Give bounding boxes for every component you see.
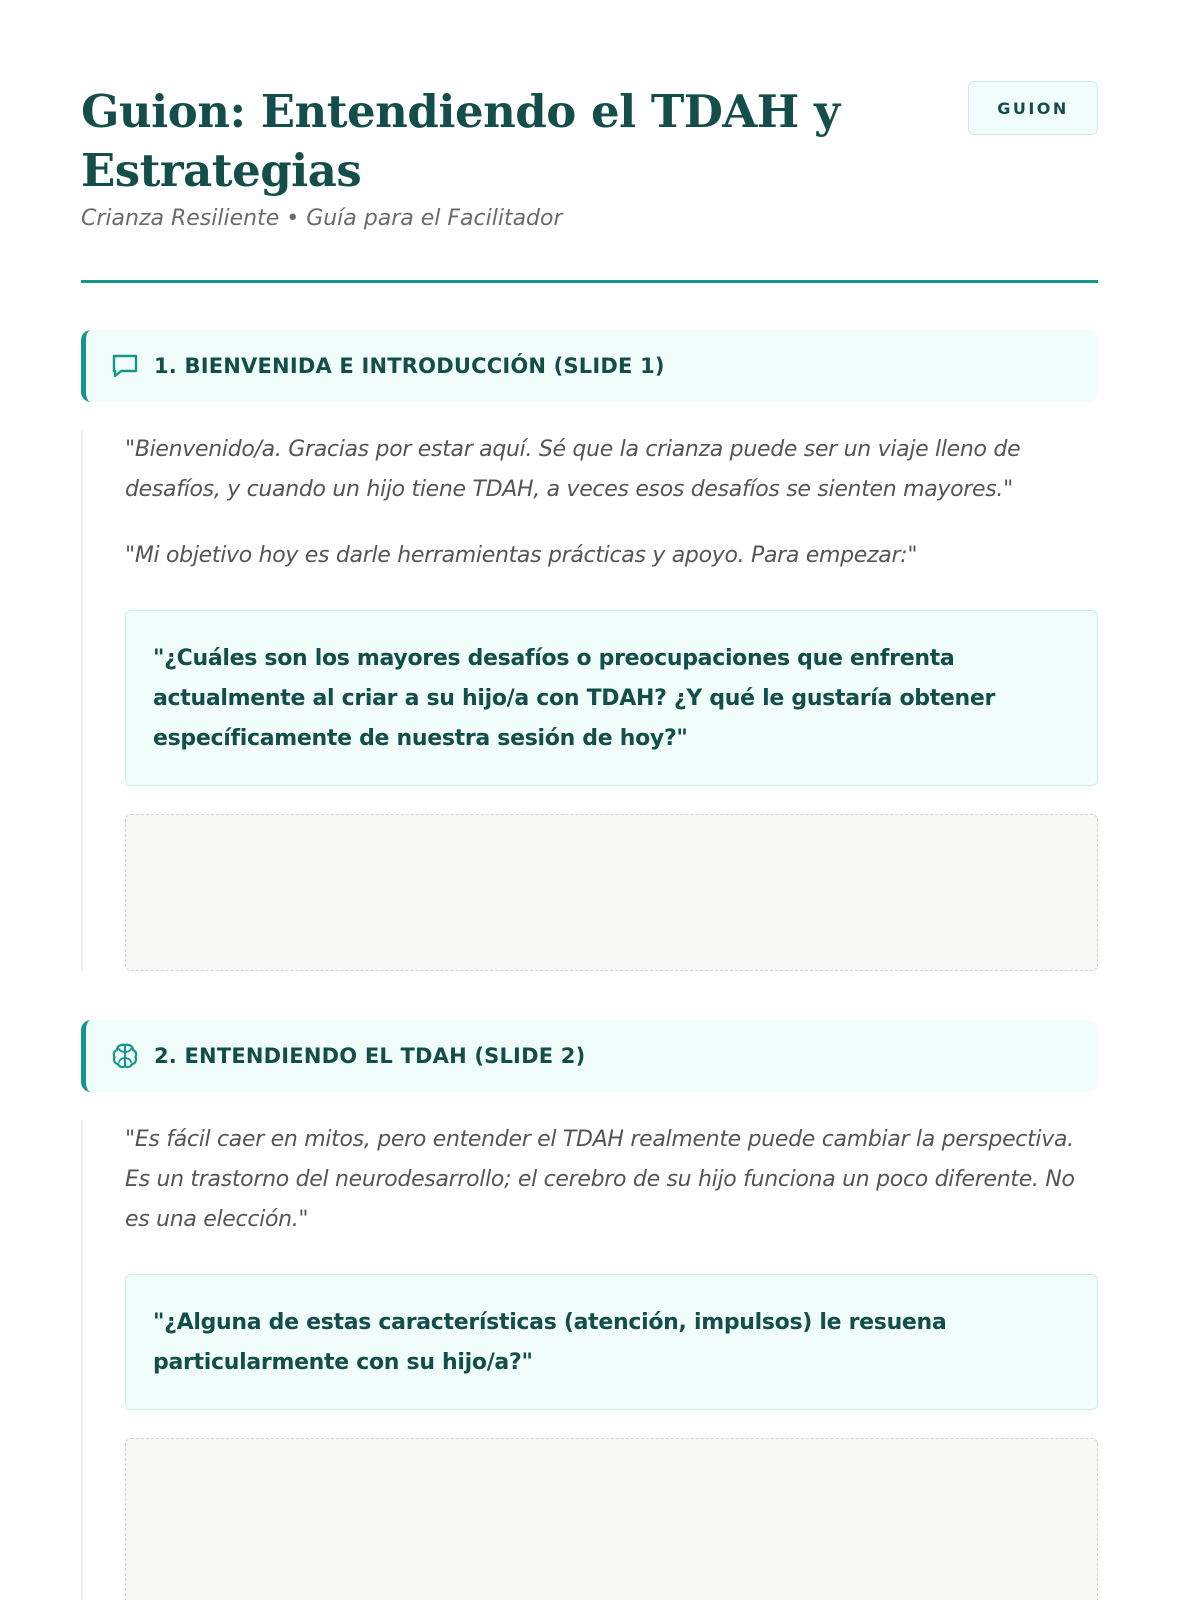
section-welcome: [81, 330, 1098, 971]
section-body: [81, 1120, 1098, 1600]
page-title: Guion: Entendiendo el TDAH y Estrategias: [81, 85, 840, 197]
narration-text: "Bienvenido/a. Gracias por estar aquí. Sé que la crianza puede ser un viaje lleno de desafíos, y cuando un hijo tiene TDAH, a veces esos desafíos se sienten mayores.": [125, 437, 1021, 502]
discussion-question: "¿Cuáles son los mayores desafíos o preocupaciones que enfrenta actualmente al criar a su hijo/a con TDAH? ¿Y qué le gustaría obtener específicamente de nuestra sesión de hoy?": [125, 610, 1098, 786]
section-body: [81, 430, 1098, 971]
discussion-question: "¿Alguna de estas características (atención, impulsos) le resuena particularmente con su hijo/a?": [125, 1274, 1098, 1410]
type-badge: GUION: [968, 81, 1098, 135]
section-title: 1. BIENVENIDA E INTRODUCCIÓN (SLIDE 1): [154, 354, 665, 378]
section-header: [81, 330, 1098, 402]
page-header: [81, 0, 1098, 234]
notes-field[interactable]: [125, 1438, 1098, 1600]
section-understanding: [81, 1020, 1098, 1600]
notes-field[interactable]: [125, 814, 1098, 971]
chat-bubble-icon: [108, 349, 142, 383]
section-header: [81, 1020, 1098, 1092]
narration-text: "Es fácil caer en mitos, pero entender el TDAH realmente puede cambiar la perspectiva. Es un trastorno del neurodesarrollo; el cerebro de su hijo funciona un poco diferente. No es una elección.": [125, 1127, 1075, 1232]
narration-text: "Mi objetivo hoy es darle herramientas prácticas y apoyo. Para empezar:": [125, 543, 918, 568]
brain-icon: [108, 1039, 142, 1073]
header-divider: [81, 280, 1098, 283]
page-subtitle: Crianza Resiliente • Guía para el Facilitador: [81, 206, 563, 231]
section-title: 2. ENTENDIENDO EL TDAH (SLIDE 2): [154, 1044, 586, 1068]
